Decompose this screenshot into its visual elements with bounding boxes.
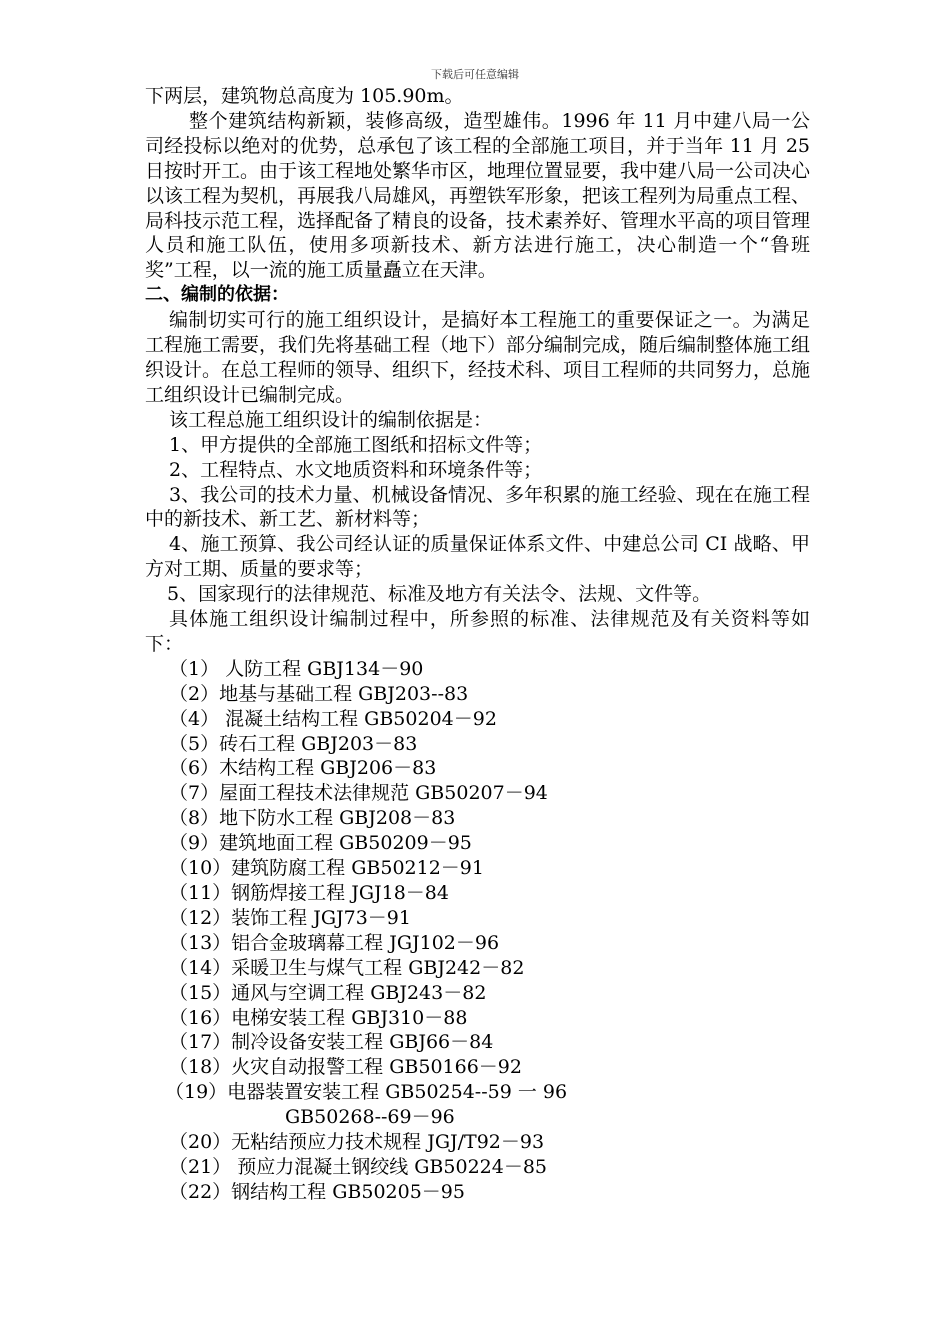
- standard-item: （16）电梯安装工程 GBJ310－88: [169, 1006, 468, 1029]
- standard-item: （17）制冷设备安装工程 GBJ66－84: [169, 1031, 494, 1054]
- standard-item: （6）木结构工程 GBJ206－83: [169, 757, 437, 780]
- standard-item: （13）铝合金玻璃幕工程 JGJ102－96: [169, 931, 500, 954]
- basis-item-1: 1、甲方提供的全部施工图纸和招标文件等；: [169, 433, 543, 456]
- standard-item: （18）火灾自动报警工程 GB50166－92: [169, 1056, 522, 1079]
- page-header: 下载后可任意编辑: [431, 68, 519, 81]
- standard-item: （8）地下防水工程 GBJ208－83: [169, 807, 456, 830]
- standard-item: （9）建筑地面工程 GB50209－95: [169, 832, 472, 855]
- paragraph-standards-intro: 具体施工组织设计编制过程中，所参照的标准、法律规范及有关资料等如下：: [145, 608, 810, 655]
- standard-item: （5）砖石工程 GBJ203－83: [169, 732, 418, 755]
- standard-item: （1） 人防工程 GBJ134－90: [169, 657, 424, 680]
- paragraph-basis-intro: 该工程总施工组织设计的编制依据是：: [169, 408, 493, 431]
- standard-item: （11）钢筋焊接工程 JGJ18－84: [169, 882, 449, 904]
- document-body: [145, 84, 810, 1205]
- basis-item-4: 4、施工预算、我公司经认证的质量保证体系文件、中建总公司 CI 战略、甲方对工期、质量的要求等；: [145, 533, 810, 581]
- standard-item: （7）屋面工程技术法律规范 GB50207－94: [169, 782, 548, 805]
- basis-item-2: 2、工程特点、水文地质资料和环境条件等；: [169, 458, 543, 481]
- standard-item: （4） 混凝土结构工程 GB50204－92: [169, 707, 497, 730]
- standard-item: （20）无粘结预应力技术规程 JGJ/T92－93: [169, 1131, 545, 1154]
- paragraph-building-height: 下两层，建筑物总高度为 105.90m。: [145, 85, 464, 107]
- standard-item: （15）通风与空调工程 GBJ243－82: [169, 981, 487, 1004]
- standard-item: （21） 预应力混凝土钢绞线 GB50224－85: [169, 1155, 548, 1178]
- standard-item: （14）采暖卫生与煤气工程 GBJ242－82: [169, 956, 525, 979]
- section-heading: 二、编制的依据：: [145, 284, 289, 306]
- standard-item-continuation: GB50268--69－96: [285, 1106, 455, 1129]
- standard-item: （2）地基与基础工程 GBJ203--83: [169, 682, 469, 705]
- standard-item: （10）建筑防腐工程 GB50212－91: [169, 857, 484, 880]
- standard-item: （19）电器装置安装工程 GB50254--59 一 96: [165, 1081, 568, 1104]
- basis-item-3: 3、我公司的技术力量、机械设备情况、多年积累的施工经验、现在在施工程中的新技术、新工艺、新材料等；: [145, 483, 810, 531]
- standard-item: （12）装饰工程 JGJ73－91: [169, 906, 411, 929]
- basis-item-5: 5、国家现行的法律规范、标准及地方有关法令、法规、文件等。: [167, 583, 712, 606]
- paragraph-project-overview: 整个建筑结构新颖，装修高级，造型雄伟。1996 年 11 月中建八局一公司经投标以绝对的优势，总承包了该工程的全部施工项目，并于当年 11 月 25 日按时开工。由于该工程地处繁华市区，地理位置显要，我中建八局一公司决心以该工程为契机，再展我八局雄风，再塑铁军形象，把该工程列为局重点工程、局科技示范工程，选择配备了精良的设备，技术素养好、管理水平高的项目管理人员和施工队伍，使用多项新技术、新方法进行施工，决心制造一个“鲁班奖”工程，以一流的施工质量矗立在天津。: [145, 109, 811, 282]
- paragraph-compilation-intro: 编制切实可行的施工组织设计，是搞好本工程施工的重要保证之一。为满足工程施工需要，我们先将基础工程（地下）部分编制完成，随后编制整体施工组织设计。在总工程师的领导、组织下，经技术科、项目工程师的共同努力，总施工组织设计已编制完成。: [145, 309, 811, 406]
- standard-item: （22）钢结构工程 GB50205－95: [169, 1180, 465, 1203]
